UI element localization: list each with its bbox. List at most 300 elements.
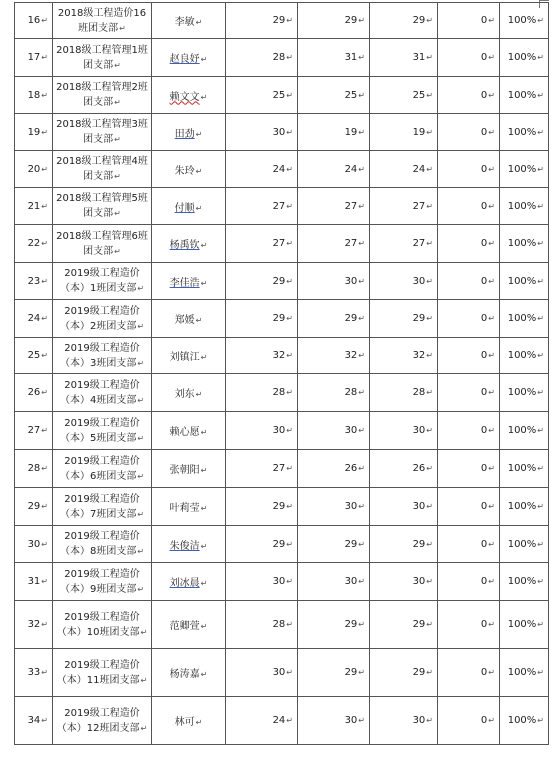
paragraph-mark-icon: ↵ (286, 620, 293, 629)
count-cell-2 (298, 450, 370, 488)
count-cell-2 (298, 412, 370, 450)
secretary-name-cell (152, 39, 226, 77)
row-number-cell-text: 26 (27, 387, 41, 398)
count-cell-3-text: 30 (412, 715, 426, 726)
count-cell-1-text: 29 (272, 313, 286, 324)
paragraph-mark-icon: ↵ (200, 541, 208, 551)
branch-name-cell (53, 225, 152, 263)
secretary-name-cell-text: 刘冰晨 (169, 578, 200, 589)
count-cell-3 (370, 374, 438, 412)
paragraph-mark-icon: ↵ (286, 276, 293, 286)
paragraph-mark-icon: ↵ (358, 276, 365, 286)
paragraph-mark-icon: ↵ (426, 620, 433, 629)
paragraph-mark-icon: ↵ (137, 284, 145, 293)
paragraph-mark-icon: ↵ (286, 502, 293, 511)
row-number-cell-text: 27 (27, 425, 41, 436)
branch-name-cell (53, 526, 152, 563)
count-cell-3 (370, 3, 438, 39)
percent-cell-text: 100% (507, 387, 537, 398)
row-number-cell (15, 188, 53, 225)
count-cell-2 (298, 488, 370, 526)
count-cell-1-text: 30 (272, 126, 286, 138)
paragraph-mark-icon: ↵ (488, 577, 495, 586)
branch-name-cell-text: 2018级工程管理4班团支部 (56, 156, 148, 182)
paragraph-mark-icon: ↵ (286, 668, 293, 677)
secretary-name-cell (152, 3, 226, 39)
paragraph-mark-icon: ↵ (140, 723, 148, 733)
paragraph-mark-icon: ↵ (114, 98, 121, 107)
secretary-name-cell-text: 张朝阳 (169, 465, 200, 476)
count-cell-3-text: 30 (412, 275, 426, 287)
paragraph-mark-icon: ↵ (488, 127, 495, 137)
paragraph-mark-icon: ↵ (137, 395, 145, 405)
count-cell-1 (226, 225, 298, 263)
paragraph-mark-icon: ↵ (358, 351, 365, 360)
paragraph-mark-icon: ↵ (41, 164, 48, 174)
branch-name-cell-text: 2019级工程造价（本）8班团支部 (59, 531, 140, 557)
branch-name-cell (53, 338, 152, 374)
count-cell-4 (438, 151, 500, 188)
paragraph-mark-icon: ↵ (41, 539, 48, 549)
paragraph-mark-icon: ↵ (286, 164, 293, 174)
count-cell-1 (226, 188, 298, 225)
paragraph-mark-icon: ↵ (426, 276, 433, 286)
secretary-name-cell-text: 付顺 (174, 202, 195, 214)
count-cell-2-text: 29 (344, 667, 358, 678)
paragraph-mark-icon: ↵ (41, 127, 48, 137)
paragraph-mark-icon: ↵ (358, 16, 365, 25)
row-number-cell-text: 34 (27, 715, 41, 726)
percent-cell (500, 114, 549, 151)
paragraph-mark-icon: ↵ (426, 239, 433, 248)
branch-name-cell-text: 2019级工程造价（本）7班团支部 (59, 493, 140, 520)
paragraph-mark-icon: ↵ (200, 466, 208, 475)
paragraph-mark-icon: ↵ (488, 539, 495, 549)
paragraph-mark-icon: ↵ (195, 129, 203, 139)
paragraph-mark-icon: ↵ (488, 502, 495, 511)
paragraph-mark-icon: ↵ (358, 716, 365, 725)
percent-cell (500, 374, 549, 412)
paragraph-mark-icon: ↵ (537, 239, 544, 248)
paragraph-mark-icon: ↵ (114, 172, 121, 181)
branch-name-cell-text: 2018级工程管理3班团支部 (56, 119, 148, 145)
row-number-cell (15, 3, 53, 39)
paragraph-mark-icon: ↵ (358, 426, 365, 435)
count-cell-4-text: 0 (480, 538, 488, 550)
paragraph-mark-icon: ↵ (358, 388, 365, 397)
percent-cell-text: 100% (507, 200, 537, 212)
count-cell-4-text: 0 (480, 425, 488, 436)
paragraph-mark-icon: ↵ (286, 716, 293, 725)
count-cell-4-text: 0 (480, 715, 488, 726)
branch-statistics-table (14, 2, 549, 745)
branch-name-cell (53, 39, 152, 77)
branch-name-cell (53, 374, 152, 412)
count-cell-4 (438, 563, 500, 601)
count-cell-3-text: 30 (412, 576, 426, 587)
paragraph-mark-icon: ↵ (358, 164, 365, 174)
paragraph-mark-icon: ↵ (537, 620, 544, 629)
paragraph-mark-icon: ↵ (200, 278, 208, 288)
secretary-name-cell-text: 田劲 (174, 128, 195, 140)
paragraph-mark-icon: ↵ (488, 620, 495, 629)
percent-cell (500, 488, 549, 526)
count-cell-1 (226, 39, 298, 77)
count-cell-2 (298, 39, 370, 77)
paragraph-mark-icon: ↵ (195, 18, 203, 27)
branch-name-cell (53, 114, 152, 151)
count-cell-3-text: 31 (412, 52, 426, 63)
percent-cell (500, 563, 549, 601)
count-cell-1-text: 29 (272, 501, 286, 512)
row-number-cell-text: 25 (27, 350, 41, 361)
paragraph-mark-icon: ↵ (114, 135, 121, 144)
paragraph-mark-icon: ↵ (488, 351, 495, 360)
paragraph-mark-icon: ↵ (537, 90, 544, 100)
paragraph-mark-icon: ↵ (488, 90, 495, 100)
table-row (15, 225, 549, 263)
paragraph-mark-icon: ↵ (114, 246, 121, 256)
count-cell-4 (438, 649, 500, 697)
count-cell-1-text: 30 (272, 425, 286, 436)
branch-name-cell-text: 2018级工程管理5班团支部 (56, 193, 148, 219)
count-cell-3-text: 30 (412, 501, 426, 512)
count-cell-2-text: 26 (344, 463, 358, 474)
count-cell-3-text: 32 (412, 350, 426, 361)
row-number-cell (15, 526, 53, 563)
paragraph-mark-icon: ↵ (137, 547, 145, 556)
branch-name-cell-text: 2019级工程造价（本）2班团支部 (59, 305, 140, 332)
branch-name-cell-text: 2019级工程造价（本）5班团支部 (59, 417, 140, 444)
percent-cell (500, 188, 549, 225)
count-cell-2 (298, 526, 370, 563)
count-cell-1-text: 28 (272, 52, 286, 63)
percent-cell-text: 100% (507, 576, 537, 587)
paragraph-mark-icon: ↵ (195, 166, 203, 176)
count-cell-1 (226, 300, 298, 338)
table-row (15, 601, 549, 649)
count-cell-1 (226, 114, 298, 151)
count-cell-1-text: 30 (272, 576, 286, 587)
count-cell-4-text: 0 (480, 501, 488, 512)
count-cell-3 (370, 300, 438, 338)
paragraph-mark-icon: ↵ (41, 276, 48, 286)
table-row (15, 188, 549, 225)
paragraph-mark-icon: ↵ (119, 23, 126, 33)
secretary-name-cell (152, 488, 226, 526)
count-cell-4 (438, 3, 500, 39)
paragraph-mark-icon: ↵ (195, 316, 203, 325)
row-number-cell (15, 151, 53, 188)
count-cell-2 (298, 338, 370, 374)
row-number-cell (15, 225, 53, 263)
secretary-name-cell (152, 601, 226, 649)
branch-name-cell (53, 488, 152, 526)
branch-name-cell-text: 2019级工程造价（本）12班团支部 (56, 707, 140, 734)
paragraph-mark-icon: ↵ (537, 276, 544, 286)
count-cell-2-text: 25 (344, 89, 358, 101)
row-number-cell (15, 488, 53, 526)
count-cell-4-text: 0 (480, 200, 488, 212)
count-cell-2-text: 30 (344, 425, 358, 436)
paragraph-mark-icon: ↵ (488, 668, 495, 677)
secretary-name-cell-text: 朱玲 (174, 165, 195, 177)
row-number-cell-text: 20 (27, 163, 41, 175)
count-cell-4 (438, 601, 500, 649)
count-cell-4-text: 0 (480, 126, 488, 138)
paragraph-mark-icon: ↵ (41, 388, 48, 397)
branch-name-cell (53, 188, 152, 225)
count-cell-2-text: 29 (344, 15, 358, 26)
count-cell-1-text: 27 (272, 200, 286, 212)
count-cell-1-text: 27 (272, 463, 286, 474)
branch-name-cell (53, 151, 152, 188)
count-cell-1-text: 29 (272, 275, 286, 287)
count-cell-3 (370, 488, 438, 526)
count-cell-3 (370, 225, 438, 263)
paragraph-mark-icon: ↵ (358, 201, 365, 211)
paragraph-mark-icon: ↵ (426, 426, 433, 435)
row-number-cell (15, 300, 53, 338)
count-cell-1 (226, 526, 298, 563)
count-cell-4-text: 0 (480, 238, 488, 249)
paragraph-mark-icon: ↵ (426, 716, 433, 725)
count-cell-1-text: 29 (272, 538, 286, 550)
paragraph-mark-icon: ↵ (488, 314, 495, 323)
secretary-name-cell (152, 263, 226, 300)
paragraph-mark-icon: ↵ (358, 464, 365, 473)
row-number-cell-text: 18 (27, 89, 41, 101)
count-cell-4-text: 0 (480, 52, 488, 63)
secretary-name-cell-text: 杨涛嘉 (169, 669, 200, 680)
count-cell-3 (370, 649, 438, 697)
paragraph-mark-icon: ↵ (488, 426, 495, 435)
count-cell-4-text: 0 (480, 387, 488, 398)
paragraph-mark-icon: ↵ (488, 16, 495, 25)
count-cell-4-text: 0 (480, 463, 488, 474)
paragraph-mark-icon: ↵ (488, 388, 495, 397)
paragraph-mark-icon: ↵ (41, 577, 48, 586)
count-cell-2 (298, 697, 370, 745)
table-row (15, 697, 549, 745)
paragraph-mark-icon: ↵ (286, 314, 293, 323)
row-number-cell (15, 563, 53, 601)
paragraph-mark-icon: ↵ (200, 241, 208, 250)
branch-name-cell (53, 450, 152, 488)
count-cell-3-text: 27 (412, 238, 426, 249)
count-cell-4-text: 0 (480, 576, 488, 587)
paragraph-mark-icon: ↵ (286, 127, 293, 137)
row-number-cell-text: 22 (27, 238, 41, 249)
paragraph-mark-icon: ↵ (200, 504, 208, 513)
count-cell-4-text: 0 (480, 667, 488, 678)
count-cell-1 (226, 77, 298, 114)
count-cell-4 (438, 697, 500, 745)
paragraph-mark-icon: ↵ (140, 627, 148, 637)
count-cell-3 (370, 601, 438, 649)
count-cell-1 (226, 563, 298, 601)
paragraph-mark-icon: ↵ (426, 314, 433, 323)
count-cell-2-text: 19 (344, 126, 358, 138)
count-cell-4 (438, 188, 500, 225)
percent-cell-text: 100% (507, 501, 537, 512)
count-cell-1-text: 24 (272, 715, 286, 726)
count-cell-2 (298, 77, 370, 114)
count-cell-1-text: 25 (272, 89, 286, 101)
paragraph-mark-icon: ↵ (195, 390, 203, 399)
count-cell-2 (298, 188, 370, 225)
paragraph-mark-icon: ↵ (537, 577, 544, 586)
paragraph-mark-icon: ↵ (286, 16, 293, 25)
row-number-cell-text: 30 (27, 538, 41, 550)
paragraph-mark-icon: ↵ (200, 353, 208, 362)
secretary-name-cell-text: 朱俊洁 (169, 540, 200, 552)
table-row (15, 114, 549, 151)
secretary-name-cell-text: 郑媛 (174, 315, 195, 326)
secretary-name-cell (152, 374, 226, 412)
secretary-name-cell (152, 151, 226, 188)
percent-cell-text: 100% (507, 238, 537, 249)
secretary-name-cell (152, 77, 226, 114)
percent-cell (500, 39, 549, 77)
branch-name-cell (53, 77, 152, 114)
table-row (15, 563, 549, 601)
count-cell-3-text: 29 (412, 538, 426, 550)
table-row (15, 488, 549, 526)
paragraph-mark-icon: ↵ (358, 53, 365, 62)
count-cell-3 (370, 114, 438, 151)
secretary-name-cell-text: 林可 (174, 717, 195, 728)
count-cell-4-text: 0 (480, 275, 488, 287)
count-cell-3 (370, 563, 438, 601)
count-cell-3 (370, 39, 438, 77)
paragraph-mark-icon: ↵ (426, 464, 433, 473)
count-cell-2-text: 24 (344, 163, 358, 175)
secretary-name-cell (152, 300, 226, 338)
count-cell-4-text: 0 (480, 350, 488, 361)
paragraph-mark-icon: ↵ (41, 53, 48, 62)
percent-cell-text: 100% (507, 126, 537, 138)
count-cell-2 (298, 114, 370, 151)
paragraph-mark-icon: ↵ (41, 201, 48, 211)
count-cell-3-text: 29 (412, 15, 426, 26)
percent-cell-text: 100% (507, 52, 537, 63)
count-cell-4 (438, 114, 500, 151)
paragraph-mark-icon: ↵ (286, 426, 293, 435)
count-cell-4-text: 0 (480, 163, 488, 175)
percent-cell (500, 77, 549, 114)
paragraph-mark-icon: ↵ (41, 16, 48, 25)
paragraph-mark-icon: ↵ (200, 428, 208, 437)
table-row (15, 300, 549, 338)
paragraph-mark-icon: ↵ (140, 675, 148, 685)
secretary-name-cell (152, 188, 226, 225)
count-cell-1-text: 30 (272, 667, 286, 678)
paragraph-mark-icon: ↵ (488, 53, 495, 62)
secretary-name-cell-text: 叶莉莹 (169, 503, 200, 514)
paragraph-mark-icon: ↵ (358, 502, 365, 511)
percent-cell (500, 412, 549, 450)
paragraph-mark-icon: ↵ (537, 53, 544, 62)
branch-name-cell-text: 2019级工程造价（本）11班团支部 (56, 659, 140, 686)
paragraph-mark-icon: ↵ (358, 668, 365, 677)
percent-cell-text: 100% (507, 667, 537, 678)
count-cell-2-text: 29 (344, 619, 358, 630)
paragraph-mark-icon: ↵ (358, 239, 365, 248)
table-row (15, 3, 549, 39)
row-number-cell (15, 77, 53, 114)
paragraph-mark-icon: ↵ (286, 53, 293, 62)
count-cell-4-text: 0 (480, 619, 488, 630)
paragraph-mark-icon: ↵ (537, 668, 544, 677)
paragraph-mark-icon: ↵ (286, 539, 293, 549)
paragraph-mark-icon: ↵ (426, 668, 433, 677)
paragraph-mark-icon: ↵ (537, 539, 544, 549)
paragraph-mark-icon: ↵ (358, 90, 365, 100)
paragraph-mark-icon: ↵ (358, 577, 365, 586)
paragraph-mark-icon: ↵ (488, 201, 495, 211)
count-cell-2-text: 28 (344, 387, 358, 398)
count-cell-4 (438, 338, 500, 374)
count-cell-1 (226, 488, 298, 526)
row-number-cell (15, 697, 53, 745)
count-cell-1 (226, 697, 298, 745)
count-cell-3-text: 27 (412, 200, 426, 212)
paragraph-mark-icon: ↵ (537, 16, 544, 25)
paragraph-mark-icon: ↵ (114, 209, 121, 218)
row-number-cell (15, 374, 53, 412)
percent-cell (500, 338, 549, 374)
count-cell-3 (370, 697, 438, 745)
percent-cell-text: 100% (507, 619, 537, 630)
count-cell-3 (370, 188, 438, 225)
percent-cell (500, 526, 549, 563)
row-number-cell (15, 114, 53, 151)
count-cell-3 (370, 412, 438, 450)
count-cell-4 (438, 526, 500, 563)
secretary-name-cell (152, 338, 226, 374)
row-number-cell (15, 450, 53, 488)
branch-name-cell-text: 2019级工程造价（本）6班团支部 (59, 455, 140, 482)
paragraph-mark-icon: ↵ (41, 502, 48, 511)
count-cell-2-text: 30 (344, 715, 358, 726)
count-cell-2-text: 29 (344, 538, 358, 550)
count-cell-3 (370, 338, 438, 374)
paragraph-mark-icon: ↵ (537, 502, 544, 511)
paragraph-mark-icon: ↵ (195, 203, 203, 213)
paragraph-mark-icon: ↵ (286, 201, 293, 211)
paragraph-mark-icon: ↵ (200, 579, 208, 588)
percent-cell-text: 100% (507, 350, 537, 361)
paragraph-mark-icon: ↵ (41, 351, 48, 360)
count-cell-4 (438, 374, 500, 412)
count-cell-1-text: 28 (272, 387, 286, 398)
paragraph-mark-icon: ↵ (41, 620, 48, 629)
table-row (15, 412, 549, 450)
percent-cell (500, 225, 549, 263)
percent-cell (500, 697, 549, 745)
paragraph-mark-icon: ↵ (286, 90, 293, 100)
count-cell-1 (226, 151, 298, 188)
percent-cell-text: 100% (507, 715, 537, 726)
paragraph-mark-icon: ↵ (358, 314, 365, 323)
count-cell-3 (370, 151, 438, 188)
paragraph-mark-icon: ↵ (286, 464, 293, 473)
paragraph-mark-icon: ↵ (488, 276, 495, 286)
row-number-cell-text: 23 (27, 275, 41, 287)
count-cell-1 (226, 263, 298, 300)
paragraph-mark-icon: ↵ (358, 539, 365, 549)
